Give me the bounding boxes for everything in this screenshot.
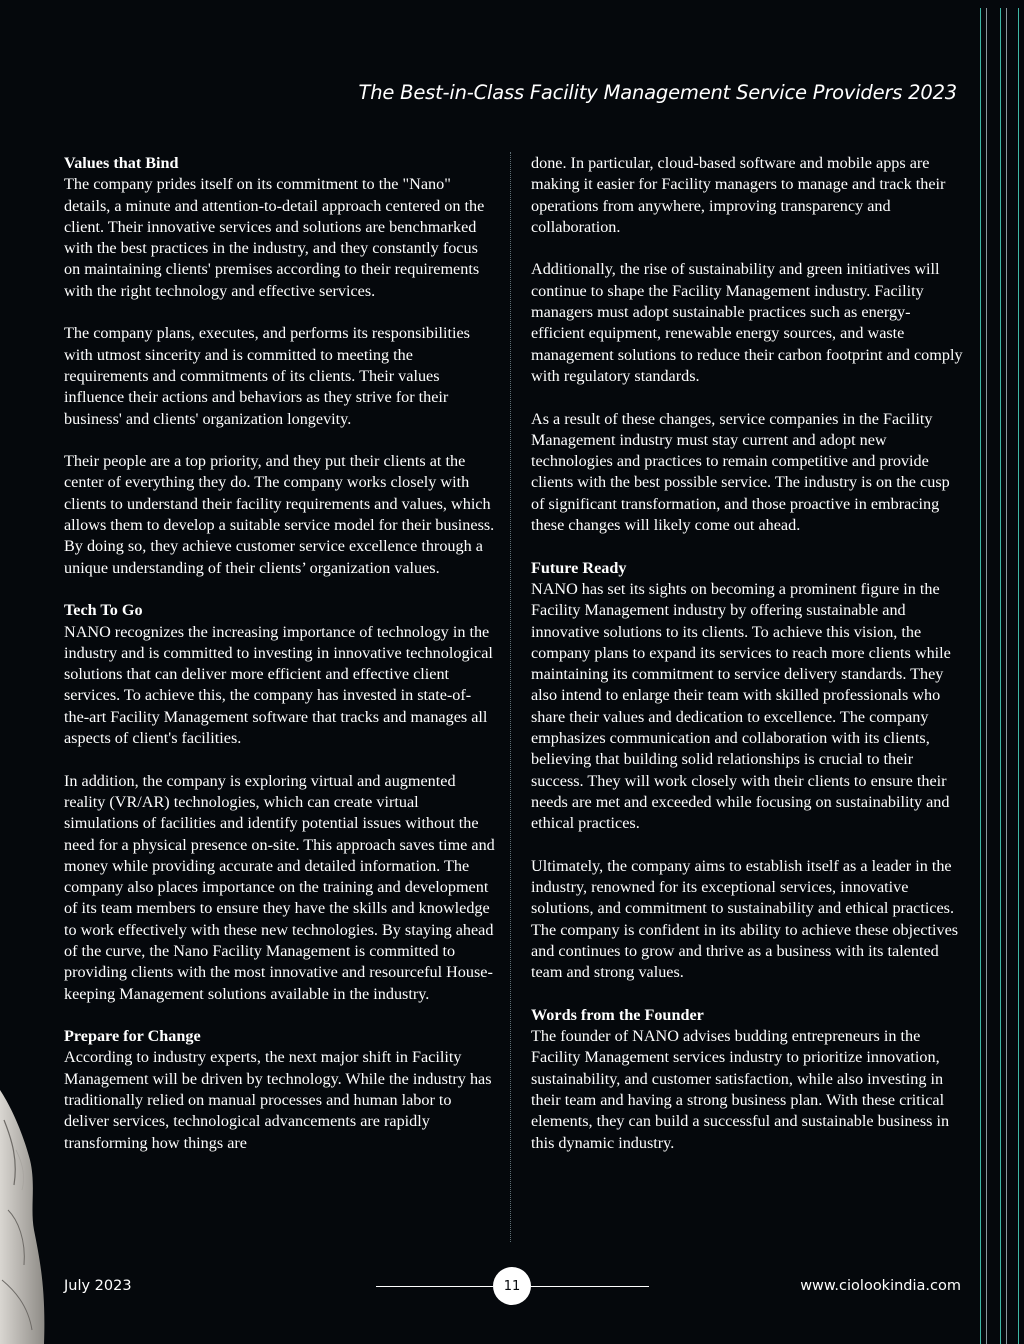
footer-rule-right	[531, 1286, 649, 1287]
section-prepare-for-change	[64, 1026, 496, 1154]
section-heading: Future Ready	[531, 558, 627, 577]
footer-rule-left	[376, 1286, 493, 1287]
page-number: 11	[503, 1278, 521, 1294]
website-link[interactable]: www.ciolookindia.com	[800, 1278, 961, 1294]
magazine-issue-title: The Best-in-Class Facility Management Service Providers 2023	[358, 81, 957, 104]
accent-line	[980, 8, 981, 1344]
decorative-vertical-lines	[980, 0, 1024, 1344]
column-divider	[510, 152, 511, 1242]
section-values-that-bind	[64, 153, 496, 302]
section-heading: Words from the Founder	[531, 1005, 704, 1024]
paragraph: The company prides itself on its commitment to the "Nano" details, a minute and attention-to-detail approach centered on the client. Their innovative services and solutions are benchmarked with the best practices in the industry, and they constantly focus on maintaining clients' premises according to their requirements with the right technology and effective services.	[64, 175, 485, 300]
section-words-from-founder	[531, 1005, 963, 1154]
paragraph: NANO has set its sights on becoming a prominent figure in the Facility Management industry by offering sustainable and innovative solutions to its clients. To achieve this vision, the company plans to expand its services to reach more clients while maintaining its commitment to service delivery standards. They also intend to enlarge their team with skilled professionals who share their values and dedication to excellence. The company emphasizes communication and collaboration with its clients, believing that building solid relationships is crucial to their success. They will work closely with their clients to ensure their needs are met and exceeded while focusing on sustainability and ethical practices.	[531, 579, 951, 833]
accent-line	[986, 8, 987, 1344]
paragraph: done. In particular, cloud-based software and mobile apps are making it easier for Facility managers to manage and track their operations from anywhere, improving transparency and collaboration.	[531, 154, 946, 236]
paragraph: The company plans, executes, and performs its responsibilities with utmost sincerity and is committed to meeting the requirements and commitments of its clients. Their values influence their actions and behaviors as they strive for their business' and clients' organization longevity.	[64, 324, 470, 428]
paragraph: In addition, the company is exploring virtual and augmented reality (VR/AR) technologies, which can create virtual simulations of facilities and identify potential issues without the need for a physical presence on-site. This approach saves time and money while providing accurate and detailed information. The company also places importance on the training and development of its team members to ensure they have the skills and knowledge to work effectively with these new technologies. By staying ahead of the curve, the Nano Facility Management is committed to providing clients with the most innovative and resourceful House-keeping Management solutions available in the industry.	[64, 771, 495, 1003]
page-number-badge	[493, 1267, 531, 1305]
issue-date: July 2023	[64, 1278, 132, 1294]
paragraph: As a result of these changes, service companies in the Facility Management industry must stay current and adopt new technologies and practices to remain competitive and provide clients with the best possible service. The industry is on the cusp of significant transformation, and those proactive in embracing these changes will likely come out ahead.	[531, 409, 950, 535]
section-heading: Values that Bind	[64, 154, 179, 172]
paragraph: NANO recognizes the increasing importance of technology in the industry and is committed to investing in innovative technological solutions that can deliver more efficient and effective client services. To achieve this, the company has invested in state-of-the-art Facility Management software that tracks and manages all aspects of client's facilities.	[64, 622, 493, 748]
paragraph: Additionally, the rise of sustainability and green initiatives will continue to shape the Facility Management industry. Facility managers must adopt sustainable practices such as energy-efficient equipment, renewable energy sources, and waste management solutions to reduce their carbon footprint and comply with regulatory standards.	[531, 260, 963, 385]
article-column-right	[531, 153, 963, 1154]
accent-line	[1000, 8, 1001, 1344]
section-tech-to-go	[64, 600, 496, 749]
statue-image-fragment	[0, 1090, 60, 1344]
section-heading: Prepare for Change	[64, 1027, 201, 1046]
accent-line	[1006, 8, 1007, 1344]
accent-line	[1018, 8, 1019, 1344]
section-future-ready	[531, 558, 963, 835]
paragraph: According to industry experts, the next major shift in Facility Management will be driven by technology. While the industry has traditionally relied on manual processes and human labor to deliver services, technological advancements are rapidly transforming how things are	[64, 1048, 492, 1152]
paragraph: Ultimately, the company aims to establish itself as a leader in the industry, renowned for its exceptional services, innovative solutions, and commitment to sustainability and ethical practices. The company is confident in its ability to achieve these objectives and continues to grow and thrive as a business with its talented team and strong values.	[531, 856, 959, 982]
section-heading: Tech To Go	[64, 601, 143, 620]
paragraph: Their people are a top priority, and they put their clients at the center of everything they do. The company works closely with clients to understand their facility requirements and values, which allows them to develop a suitable service model for their business. By doing so, they achieve customer service excellence through a unique understanding of their clients’ organization values.	[64, 452, 495, 577]
paragraph: The founder of NANO advises budding entrepreneurs in the Facility Management services industry to prioritize innovation, sustainability, and customer satisfaction, while also investing in their team and having a strong business plan. With these critical elements, they can build a successful and sustainable business in this dynamic industry.	[531, 1027, 950, 1152]
article-column-left	[64, 153, 496, 1154]
